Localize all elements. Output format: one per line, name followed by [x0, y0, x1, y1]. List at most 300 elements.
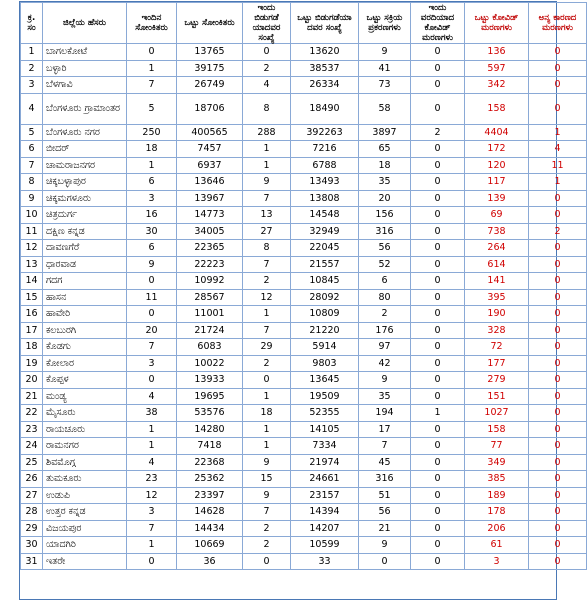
cell-total-discharged: 9803: [291, 355, 359, 372]
cell-total-deaths: 158: [465, 421, 529, 438]
cell-active: 35: [359, 174, 411, 191]
cell-serial: 23: [21, 421, 43, 438]
cell-total-cases: 23397: [177, 487, 243, 504]
cell-today-cases: 250: [127, 124, 177, 141]
cell-other-deaths: 11: [529, 157, 587, 174]
cell-total-deaths: 120: [465, 157, 529, 174]
cell-serial: 28: [21, 504, 43, 521]
cell-active: 316: [359, 223, 411, 240]
cell-today-deaths: 0: [411, 355, 465, 372]
cell-other-deaths: 1: [529, 174, 587, 191]
cell-today-cases: 18: [127, 141, 177, 158]
cell-serial: 5: [21, 124, 43, 141]
cell-total-deaths: 206: [465, 520, 529, 537]
cell-today-cases: 3: [127, 504, 177, 521]
cell-total-discharged: 14548: [291, 207, 359, 224]
cell-other-deaths: 0: [529, 339, 587, 356]
cell-today-cases: 6: [127, 174, 177, 191]
cell-today-deaths: 0: [411, 256, 465, 273]
cell-active: 20: [359, 190, 411, 207]
cell-total-discharged: 14207: [291, 520, 359, 537]
cell-total-cases: 13933: [177, 372, 243, 389]
cell-total-deaths: 158: [465, 93, 529, 124]
cell-today-discharged: 7: [243, 256, 291, 273]
cell-total-deaths: 69: [465, 207, 529, 224]
cell-serial: 14: [21, 273, 43, 290]
cell-today-deaths: 0: [411, 471, 465, 488]
table-row: [21, 256, 587, 273]
cell-today-cases: 1: [127, 60, 177, 77]
table-row: [21, 405, 587, 422]
cell-today-discharged: 9: [243, 174, 291, 191]
cell-other-deaths: 0: [529, 256, 587, 273]
cell-other-deaths: 2: [529, 223, 587, 240]
cell-other-deaths: 0: [529, 289, 587, 306]
cell-today-discharged: 288: [243, 124, 291, 141]
cell-total-cases: 25362: [177, 471, 243, 488]
cell-today-discharged: 0: [243, 44, 291, 61]
cell-district: ಧಾರವಾಡ: [43, 256, 127, 273]
cell-total-deaths: 117: [465, 174, 529, 191]
table-row: [21, 44, 587, 61]
cell-total-discharged: 26334: [291, 77, 359, 94]
cell-today-discharged: 12: [243, 289, 291, 306]
cell-active: 9: [359, 44, 411, 61]
cell-today-deaths: 0: [411, 537, 465, 554]
cell-total-cases: 13646: [177, 174, 243, 191]
table-row: [21, 93, 587, 124]
cell-active: 316: [359, 471, 411, 488]
cell-total-discharged: 52355: [291, 405, 359, 422]
cell-total-discharged: 10809: [291, 306, 359, 323]
cell-district: ಬಳ್ಳಾರಿ: [43, 60, 127, 77]
cell-other-deaths: 0: [529, 537, 587, 554]
cell-today-cases: 23: [127, 471, 177, 488]
cell-active: 73: [359, 77, 411, 94]
cell-today-deaths: 0: [411, 223, 465, 240]
cell-other-deaths: 0: [529, 520, 587, 537]
cell-today-deaths: 0: [411, 77, 465, 94]
cell-total-cases: 21724: [177, 322, 243, 339]
cell-other-deaths: 0: [529, 44, 587, 61]
cell-district: ತುಮಕೂರು: [43, 471, 127, 488]
cell-total-cases: 13967: [177, 190, 243, 207]
cell-today-deaths: 0: [411, 44, 465, 61]
cell-total-discharged: 13645: [291, 372, 359, 389]
cell-other-deaths: 0: [529, 60, 587, 77]
cell-total-discharged: 10599: [291, 537, 359, 554]
cell-district: ದಕ್ಷಿಣ ಕನ್ನಡ: [43, 223, 127, 240]
table-row: [21, 454, 587, 471]
table-row: [21, 339, 587, 356]
table-row: [21, 240, 587, 257]
cell-active: 65: [359, 141, 411, 158]
district-covid-table-frame: [19, 1, 577, 600]
cell-today-deaths: 0: [411, 306, 465, 323]
header-active-cases: ಒಟ್ಟು ಸಕ್ರಿಯ ಪ್ರಕರಣಗಳು: [359, 3, 411, 44]
cell-district: ಗದಗ: [43, 273, 127, 290]
cell-total-discharged: 24661: [291, 471, 359, 488]
cell-today-cases: 5: [127, 93, 177, 124]
cell-district: ಬೆಂಗಳೂರು ನಗರ: [43, 124, 127, 141]
cell-total-deaths: 738: [465, 223, 529, 240]
cell-district: ಬಾಗಲಕೋಟೆ: [43, 44, 127, 61]
cell-active: 7: [359, 438, 411, 455]
cell-serial: 7: [21, 157, 43, 174]
header-today-cases: ಇಂದಿನ ಸೋಂಕಿತರು: [127, 3, 177, 44]
cell-today-deaths: 0: [411, 454, 465, 471]
header-total-cases: ಒಟ್ಟು ಸೋಂಕಿತರು: [177, 3, 243, 44]
cell-serial: 10: [21, 207, 43, 224]
cell-total-cases: 14773: [177, 207, 243, 224]
cell-total-discharged: 33: [291, 553, 359, 570]
cell-active: 3897: [359, 124, 411, 141]
cell-district: ಬೀದರ್: [43, 141, 127, 158]
cell-today-deaths: 0: [411, 157, 465, 174]
cell-total-deaths: 349: [465, 454, 529, 471]
cell-serial: 17: [21, 322, 43, 339]
cell-active: 56: [359, 240, 411, 257]
cell-today-discharged: 7: [243, 322, 291, 339]
cell-district: ಯಾದಗಿರಿ: [43, 537, 127, 554]
cell-serial: 18: [21, 339, 43, 356]
table-row: [21, 388, 587, 405]
table-row: [21, 421, 587, 438]
cell-total-deaths: 279: [465, 372, 529, 389]
header-other-deaths: ಅನ್ಯ ಕಾರಣದ ಮರಣಗಳು: [529, 3, 587, 44]
cell-total-cases: 11001: [177, 306, 243, 323]
cell-today-cases: 0: [127, 372, 177, 389]
cell-total-deaths: 189: [465, 487, 529, 504]
cell-serial: 11: [21, 223, 43, 240]
cell-district: ಕಲಬುರಗಿ: [43, 322, 127, 339]
cell-today-discharged: 1: [243, 306, 291, 323]
table-row: [21, 124, 587, 141]
cell-total-cases: 22368: [177, 454, 243, 471]
cell-today-discharged: 2: [243, 60, 291, 77]
table-row: [21, 77, 587, 94]
cell-district: ಉಡುಪಿ: [43, 487, 127, 504]
cell-today-discharged: 7: [243, 190, 291, 207]
cell-total-deaths: 178: [465, 504, 529, 521]
cell-today-cases: 7: [127, 339, 177, 356]
cell-other-deaths: 0: [529, 405, 587, 422]
cell-district: ಹಾವೇರಿ: [43, 306, 127, 323]
cell-total-cases: 28567: [177, 289, 243, 306]
table-row: [21, 289, 587, 306]
cell-district: ಬೆಳಗಾವಿ: [43, 77, 127, 94]
cell-today-discharged: 7: [243, 504, 291, 521]
cell-today-cases: 11: [127, 289, 177, 306]
cell-today-deaths: 0: [411, 174, 465, 191]
cell-active: 56: [359, 504, 411, 521]
cell-serial: 16: [21, 306, 43, 323]
cell-total-deaths: 172: [465, 141, 529, 158]
cell-total-discharged: 5914: [291, 339, 359, 356]
cell-active: 9: [359, 537, 411, 554]
cell-district: ಉತ್ತರ ಕನ್ನಡ: [43, 504, 127, 521]
table-row: [21, 537, 587, 554]
cell-today-deaths: 0: [411, 93, 465, 124]
cell-total-cases: 6937: [177, 157, 243, 174]
cell-district: ರಾಯಚೂರು: [43, 421, 127, 438]
cell-total-deaths: 77: [465, 438, 529, 455]
cell-today-deaths: 0: [411, 487, 465, 504]
cell-today-deaths: 0: [411, 190, 465, 207]
cell-active: 6: [359, 273, 411, 290]
cell-today-cases: 4: [127, 454, 177, 471]
cell-district: ಚಿತ್ರದುರ್ಗ: [43, 207, 127, 224]
cell-total-discharged: 6788: [291, 157, 359, 174]
cell-serial: 13: [21, 256, 43, 273]
cell-district: ವಿಜಯಪುರ: [43, 520, 127, 537]
cell-active: 41: [359, 60, 411, 77]
cell-today-cases: 30: [127, 223, 177, 240]
table-row: [21, 223, 587, 240]
cell-today-deaths: 0: [411, 421, 465, 438]
table-row: [21, 207, 587, 224]
cell-total-cases: 39175: [177, 60, 243, 77]
cell-active: 45: [359, 454, 411, 471]
cell-total-deaths: 385: [465, 471, 529, 488]
cell-total-cases: 10992: [177, 273, 243, 290]
cell-today-discharged: 13: [243, 207, 291, 224]
cell-serial: 24: [21, 438, 43, 455]
cell-today-deaths: 2: [411, 124, 465, 141]
table-row: [21, 487, 587, 504]
cell-total-cases: 7457: [177, 141, 243, 158]
cell-total-cases: 14280: [177, 421, 243, 438]
cell-total-cases: 19695: [177, 388, 243, 405]
cell-today-cases: 3: [127, 190, 177, 207]
cell-total-discharged: 13620: [291, 44, 359, 61]
cell-today-deaths: 0: [411, 322, 465, 339]
header-total-deaths: ಒಟ್ಟು ಕೋವಿಡ್ ಮರಣಗಳು: [465, 3, 529, 44]
cell-serial: 22: [21, 405, 43, 422]
cell-today-discharged: 27: [243, 223, 291, 240]
cell-total-cases: 53576: [177, 405, 243, 422]
cell-serial: 12: [21, 240, 43, 257]
cell-other-deaths: 0: [529, 93, 587, 124]
header-total-discharged: ಒಟ್ಟು ಬಿಡುಗಡೆಯಾ ದವರ ಸಂಖ್ಯೆ: [291, 3, 359, 44]
cell-other-deaths: 0: [529, 504, 587, 521]
cell-serial: 21: [21, 388, 43, 405]
cell-today-cases: 0: [127, 273, 177, 290]
cell-total-discharged: 13808: [291, 190, 359, 207]
cell-serial: 2: [21, 60, 43, 77]
cell-today-deaths: 0: [411, 553, 465, 570]
table-row: [21, 157, 587, 174]
table-row: [21, 355, 587, 372]
cell-district: ದಾವಣಗೆರೆ: [43, 240, 127, 257]
cell-active: 35: [359, 388, 411, 405]
cell-total-cases: 10022: [177, 355, 243, 372]
cell-total-deaths: 264: [465, 240, 529, 257]
header-row: [21, 3, 587, 44]
table-row: [21, 372, 587, 389]
cell-today-cases: 0: [127, 306, 177, 323]
cell-serial: 29: [21, 520, 43, 537]
cell-total-discharged: 21974: [291, 454, 359, 471]
cell-serial: 25: [21, 454, 43, 471]
cell-total-deaths: 72: [465, 339, 529, 356]
cell-today-discharged: 2: [243, 273, 291, 290]
cell-total-deaths: 190: [465, 306, 529, 323]
cell-total-cases: 22223: [177, 256, 243, 273]
table-row: [21, 322, 587, 339]
table-row: [21, 306, 587, 323]
cell-today-discharged: 2: [243, 520, 291, 537]
cell-total-cases: 26749: [177, 77, 243, 94]
cell-district: ಕೊಪ್ಪಳ: [43, 372, 127, 389]
cell-total-deaths: 328: [465, 322, 529, 339]
table-row: [21, 174, 587, 191]
cell-total-deaths: 136: [465, 44, 529, 61]
cell-other-deaths: 0: [529, 372, 587, 389]
cell-active: 21: [359, 520, 411, 537]
cell-today-cases: 7: [127, 77, 177, 94]
cell-today-cases: 1: [127, 537, 177, 554]
cell-total-deaths: 597: [465, 60, 529, 77]
cell-district: ಇತರೇ: [43, 553, 127, 570]
cell-today-deaths: 0: [411, 207, 465, 224]
cell-total-discharged: 392263: [291, 124, 359, 141]
cell-today-cases: 7: [127, 520, 177, 537]
cell-today-discharged: 1: [243, 157, 291, 174]
cell-serial: 8: [21, 174, 43, 191]
cell-serial: 31: [21, 553, 43, 570]
cell-today-discharged: 15: [243, 471, 291, 488]
cell-total-discharged: 10845: [291, 273, 359, 290]
cell-total-discharged: 21557: [291, 256, 359, 273]
cell-total-discharged: 22045: [291, 240, 359, 257]
cell-district: ಕೊಡಗು: [43, 339, 127, 356]
cell-total-discharged: 32949: [291, 223, 359, 240]
cell-today-deaths: 0: [411, 388, 465, 405]
cell-other-deaths: 4: [529, 141, 587, 158]
cell-total-deaths: 395: [465, 289, 529, 306]
cell-today-discharged: 2: [243, 355, 291, 372]
cell-total-deaths: 151: [465, 388, 529, 405]
cell-today-cases: 1: [127, 157, 177, 174]
cell-today-deaths: 0: [411, 289, 465, 306]
cell-total-discharged: 14105: [291, 421, 359, 438]
cell-today-discharged: 8: [243, 240, 291, 257]
cell-total-deaths: 177: [465, 355, 529, 372]
cell-today-discharged: 29: [243, 339, 291, 356]
cell-other-deaths: 0: [529, 190, 587, 207]
cell-today-discharged: 0: [243, 553, 291, 570]
cell-serial: 6: [21, 141, 43, 158]
table-row: [21, 60, 587, 77]
cell-district: ಬೆಂಗಳೂರು ಗ್ರಾಮಾಂತರ: [43, 93, 127, 124]
cell-today-cases: 6: [127, 240, 177, 257]
cell-today-discharged: 9: [243, 454, 291, 471]
cell-today-discharged: 8: [243, 93, 291, 124]
cell-today-discharged: 4: [243, 77, 291, 94]
table-row: [21, 141, 587, 158]
cell-today-discharged: 1: [243, 421, 291, 438]
cell-active: 0: [359, 553, 411, 570]
cell-today-deaths: 0: [411, 273, 465, 290]
cell-today-deaths: 0: [411, 339, 465, 356]
table-row: [21, 520, 587, 537]
cell-serial: 4: [21, 93, 43, 124]
table-body: [21, 44, 587, 570]
cell-today-cases: 9: [127, 256, 177, 273]
cell-active: 17: [359, 421, 411, 438]
table-row: [21, 553, 587, 570]
cell-today-deaths: 0: [411, 60, 465, 77]
header-today-deaths: ಇಂದು ವರದಿಯಾದ ಕೋವಿಡ್ ಮರಣಗಳು: [411, 3, 465, 44]
cell-serial: 9: [21, 190, 43, 207]
cell-today-cases: 1: [127, 421, 177, 438]
cell-total-deaths: 61: [465, 537, 529, 554]
cell-today-discharged: 0: [243, 372, 291, 389]
header-serial: ಕ್ರ. ಸಂ: [21, 3, 43, 44]
cell-today-cases: 0: [127, 44, 177, 61]
cell-today-cases: 12: [127, 487, 177, 504]
cell-total-discharged: 23157: [291, 487, 359, 504]
cell-district: ಚಿಕ್ಕಬಳ್ಳಾಪುರ: [43, 174, 127, 191]
cell-total-cases: 10669: [177, 537, 243, 554]
cell-total-deaths: 1027: [465, 405, 529, 422]
cell-total-discharged: 21220: [291, 322, 359, 339]
cell-active: 42: [359, 355, 411, 372]
cell-other-deaths: 0: [529, 355, 587, 372]
cell-today-deaths: 0: [411, 240, 465, 257]
cell-today-discharged: 1: [243, 141, 291, 158]
cell-total-discharged: 18490: [291, 93, 359, 124]
cell-total-deaths: 139: [465, 190, 529, 207]
cell-district: ಮಂಡ್ಯ: [43, 388, 127, 405]
cell-total-deaths: 141: [465, 273, 529, 290]
cell-other-deaths: 0: [529, 273, 587, 290]
cell-total-discharged: 19509: [291, 388, 359, 405]
cell-district: ಮೈಸೂರು: [43, 405, 127, 422]
cell-other-deaths: 0: [529, 438, 587, 455]
cell-active: 156: [359, 207, 411, 224]
cell-active: 51: [359, 487, 411, 504]
cell-total-discharged: 14394: [291, 504, 359, 521]
cell-today-discharged: 18: [243, 405, 291, 422]
cell-district: ಶಿವಮೊಗ್ಗ: [43, 454, 127, 471]
cell-other-deaths: 0: [529, 553, 587, 570]
cell-today-cases: 1: [127, 438, 177, 455]
cell-total-deaths: 3: [465, 553, 529, 570]
district-covid-table: [20, 2, 587, 570]
cell-total-discharged: 28092: [291, 289, 359, 306]
cell-today-deaths: 0: [411, 141, 465, 158]
cell-district: ಹಾಸನ: [43, 289, 127, 306]
cell-active: 9: [359, 372, 411, 389]
cell-serial: 30: [21, 537, 43, 554]
cell-serial: 20: [21, 372, 43, 389]
cell-today-discharged: 1: [243, 438, 291, 455]
cell-today-deaths: 0: [411, 520, 465, 537]
cell-other-deaths: 0: [529, 240, 587, 257]
cell-active: 80: [359, 289, 411, 306]
header-today-discharged: ಇಂದು ಬಿಡುಗಡೆ ಯಾದವರ ಸಂಖ್ಯೆ: [243, 3, 291, 44]
table-row: [21, 504, 587, 521]
cell-total-cases: 22365: [177, 240, 243, 257]
cell-district: ಕೋಲಾರ: [43, 355, 127, 372]
cell-other-deaths: 0: [529, 322, 587, 339]
cell-active: 58: [359, 93, 411, 124]
table-row: [21, 190, 587, 207]
cell-active: 18: [359, 157, 411, 174]
cell-total-cases: 36: [177, 553, 243, 570]
